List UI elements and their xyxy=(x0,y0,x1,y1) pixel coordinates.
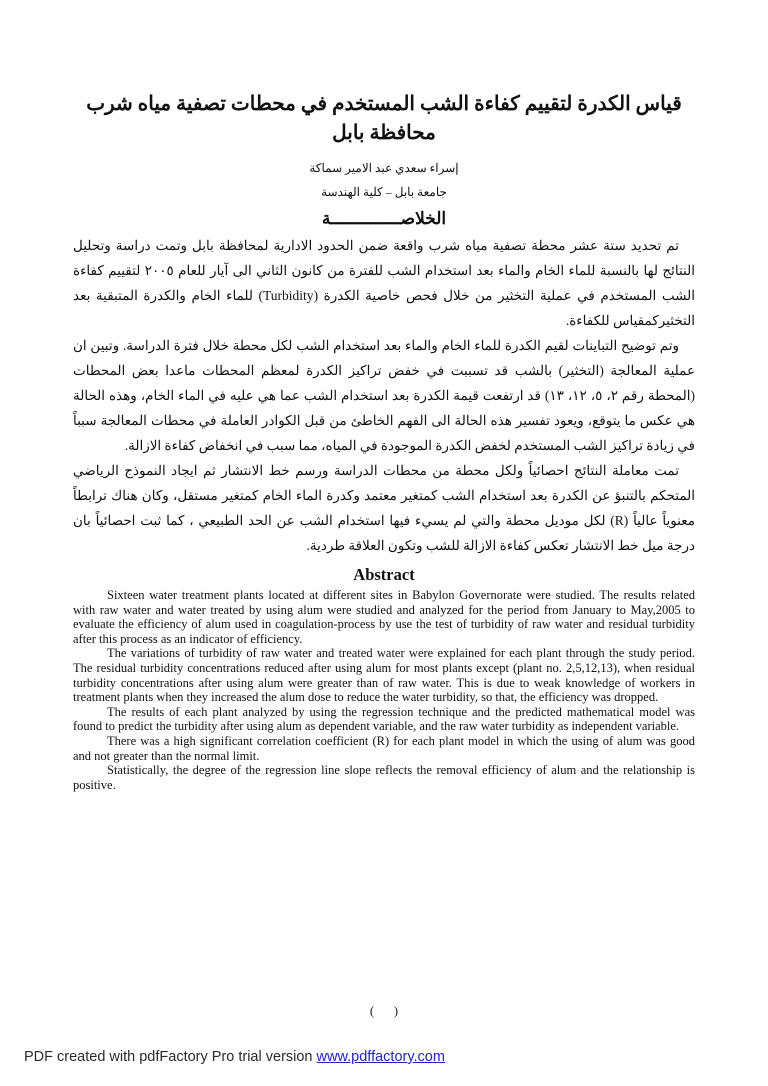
affiliation: جامعة بابل – كلية الهندسة xyxy=(321,185,447,199)
english-abstract-heading: Abstract xyxy=(353,565,415,584)
page-number: ( ) xyxy=(369,1003,399,1018)
arabic-abstract-paragraph-1: تم تحديد ستة عشر محطة تصفية مياه شرب واقعة ضمن الحدود الادارية لمحافظة بابل وتمت دراسة وتحليل النتائج لها بالنسبة للماء الخام والماء بعد استخدام الشب للفترة من كانون الثاني الى آيار للعام ٢٠٠٥ لتقييم كفاءة الشب المستخدم في عملية التخثير من خلال فحص خاصية الكدرة (Turbidity) للماء الخام والكدرة المتبقية بعد التخثيركمقياس للكفاءة. xyxy=(73,238,695,328)
pdffactory-link[interactable]: www.pdffactory.com xyxy=(316,1049,445,1065)
pdf-watermark xyxy=(24,1049,445,1065)
arabic-abstract-paragraph-2: وتم توضيح التباينات لقيم الكدرة للماء الخام والماء بعد استخدام الشب لكل محطة خلال فترة الدراسة. وتبين ان عملية المعالجة (التخثير) بالشب قد تسببت في خفض تراكيز الكدرة لمعظم المحطات ماعدا بعض المحطات (المحطة رقم ٢، ٥، ١٢، ١٣) قد ارتفعت قيمة الكدرة بعد استخدام الشب عما هي عليه في الماء الخام، وهذه الحالة هي عكس ما يتوقع، ويعود تفسير هذه الحالة الى الفهم الخاطئ من قبل الكوادر العاملة في محطات المعالجة سبباً في زيادة تراكيز الشب المستخدم لخفض الكدرة الموجودة في المياه، مما سبب في انخفاض كفاءة الازالة. xyxy=(73,338,696,453)
english-abstract-paragraph-5: Statistically, the degree of the regression line slope reflects the removal efficiency of alum and the relationship is positive. xyxy=(73,763,695,792)
arabic-abstract-paragraph-3: تمت معاملة النتائج احصائياً ولكل محطة من محطات الدراسة ورسم خط الانتشار ثم ايجاد النموذج الرياضي المتحكم بالتنبؤ عن الكدرة بعد استخدام الشب كمتغير معتمد وكدرة الماء الخام كمتغير مستقل، وكان هناك ترابطاً معنوياً عالياً (R) لكل موديل محطة والتي لم يسيء فيها استخدام الشب عن الحد الطبيعي ، كما ثبت احصائياً بان درجة ميل خط الانتشار تعكس كفاءة الازالة للشب وتكون العلاقة طردية. xyxy=(73,463,695,553)
author-name: إسراء سعدي عبد الامير سماكة xyxy=(309,161,459,175)
arabic-abstract-heading: الخلاصــــــــــــــة xyxy=(321,209,447,228)
english-abstract-paragraph-4: There was a high significant correlation coefficient (R) for each plant model in which the using of alum was good and not greater than the normal limit. xyxy=(73,733,695,763)
paper-title-arabic: قياس الكدرة لتقييم كفاءة الشب المستخدم في محطات تصفية مياه شرب محافظة بابل xyxy=(86,93,682,144)
english-abstract-paragraph-2: The variations of turbidity of raw water and treated water were explained for each plant through the study period. The residual turbidity concentrations reduced after using alum for most plants except (plant no. 2,5,12,13), when residual turbidity concentrations after using alum were greater than of raw water. This is due to weak knowledge of workers in treatment plants when they increased the alum dose to reduce the water turbidity, so that, the efficiency was dropped. xyxy=(73,646,695,705)
english-abstract-paragraph-1: Sixteen water treatment plants located at different sites in Babylon Governorate were studied. The results related with raw water and water treated by using alum were studied and analyzed for the period from January to May,2005 to evaluate the efficiency of alum used in coagulation-process by use the test of turbidity of raw water and residual turbidity after this process as an indicator of efficiency. xyxy=(73,588,695,646)
english-abstract-paragraph-3: The results of each plant analyzed by using the regression technique and the predicted mathematical model was found to predict the turbidity after using alum as dependent variable, and the raw water turbidity as independent variable. xyxy=(73,704,695,734)
pdf-watermark-text: PDF created with pdfFactory Pro trial version xyxy=(24,1049,317,1065)
